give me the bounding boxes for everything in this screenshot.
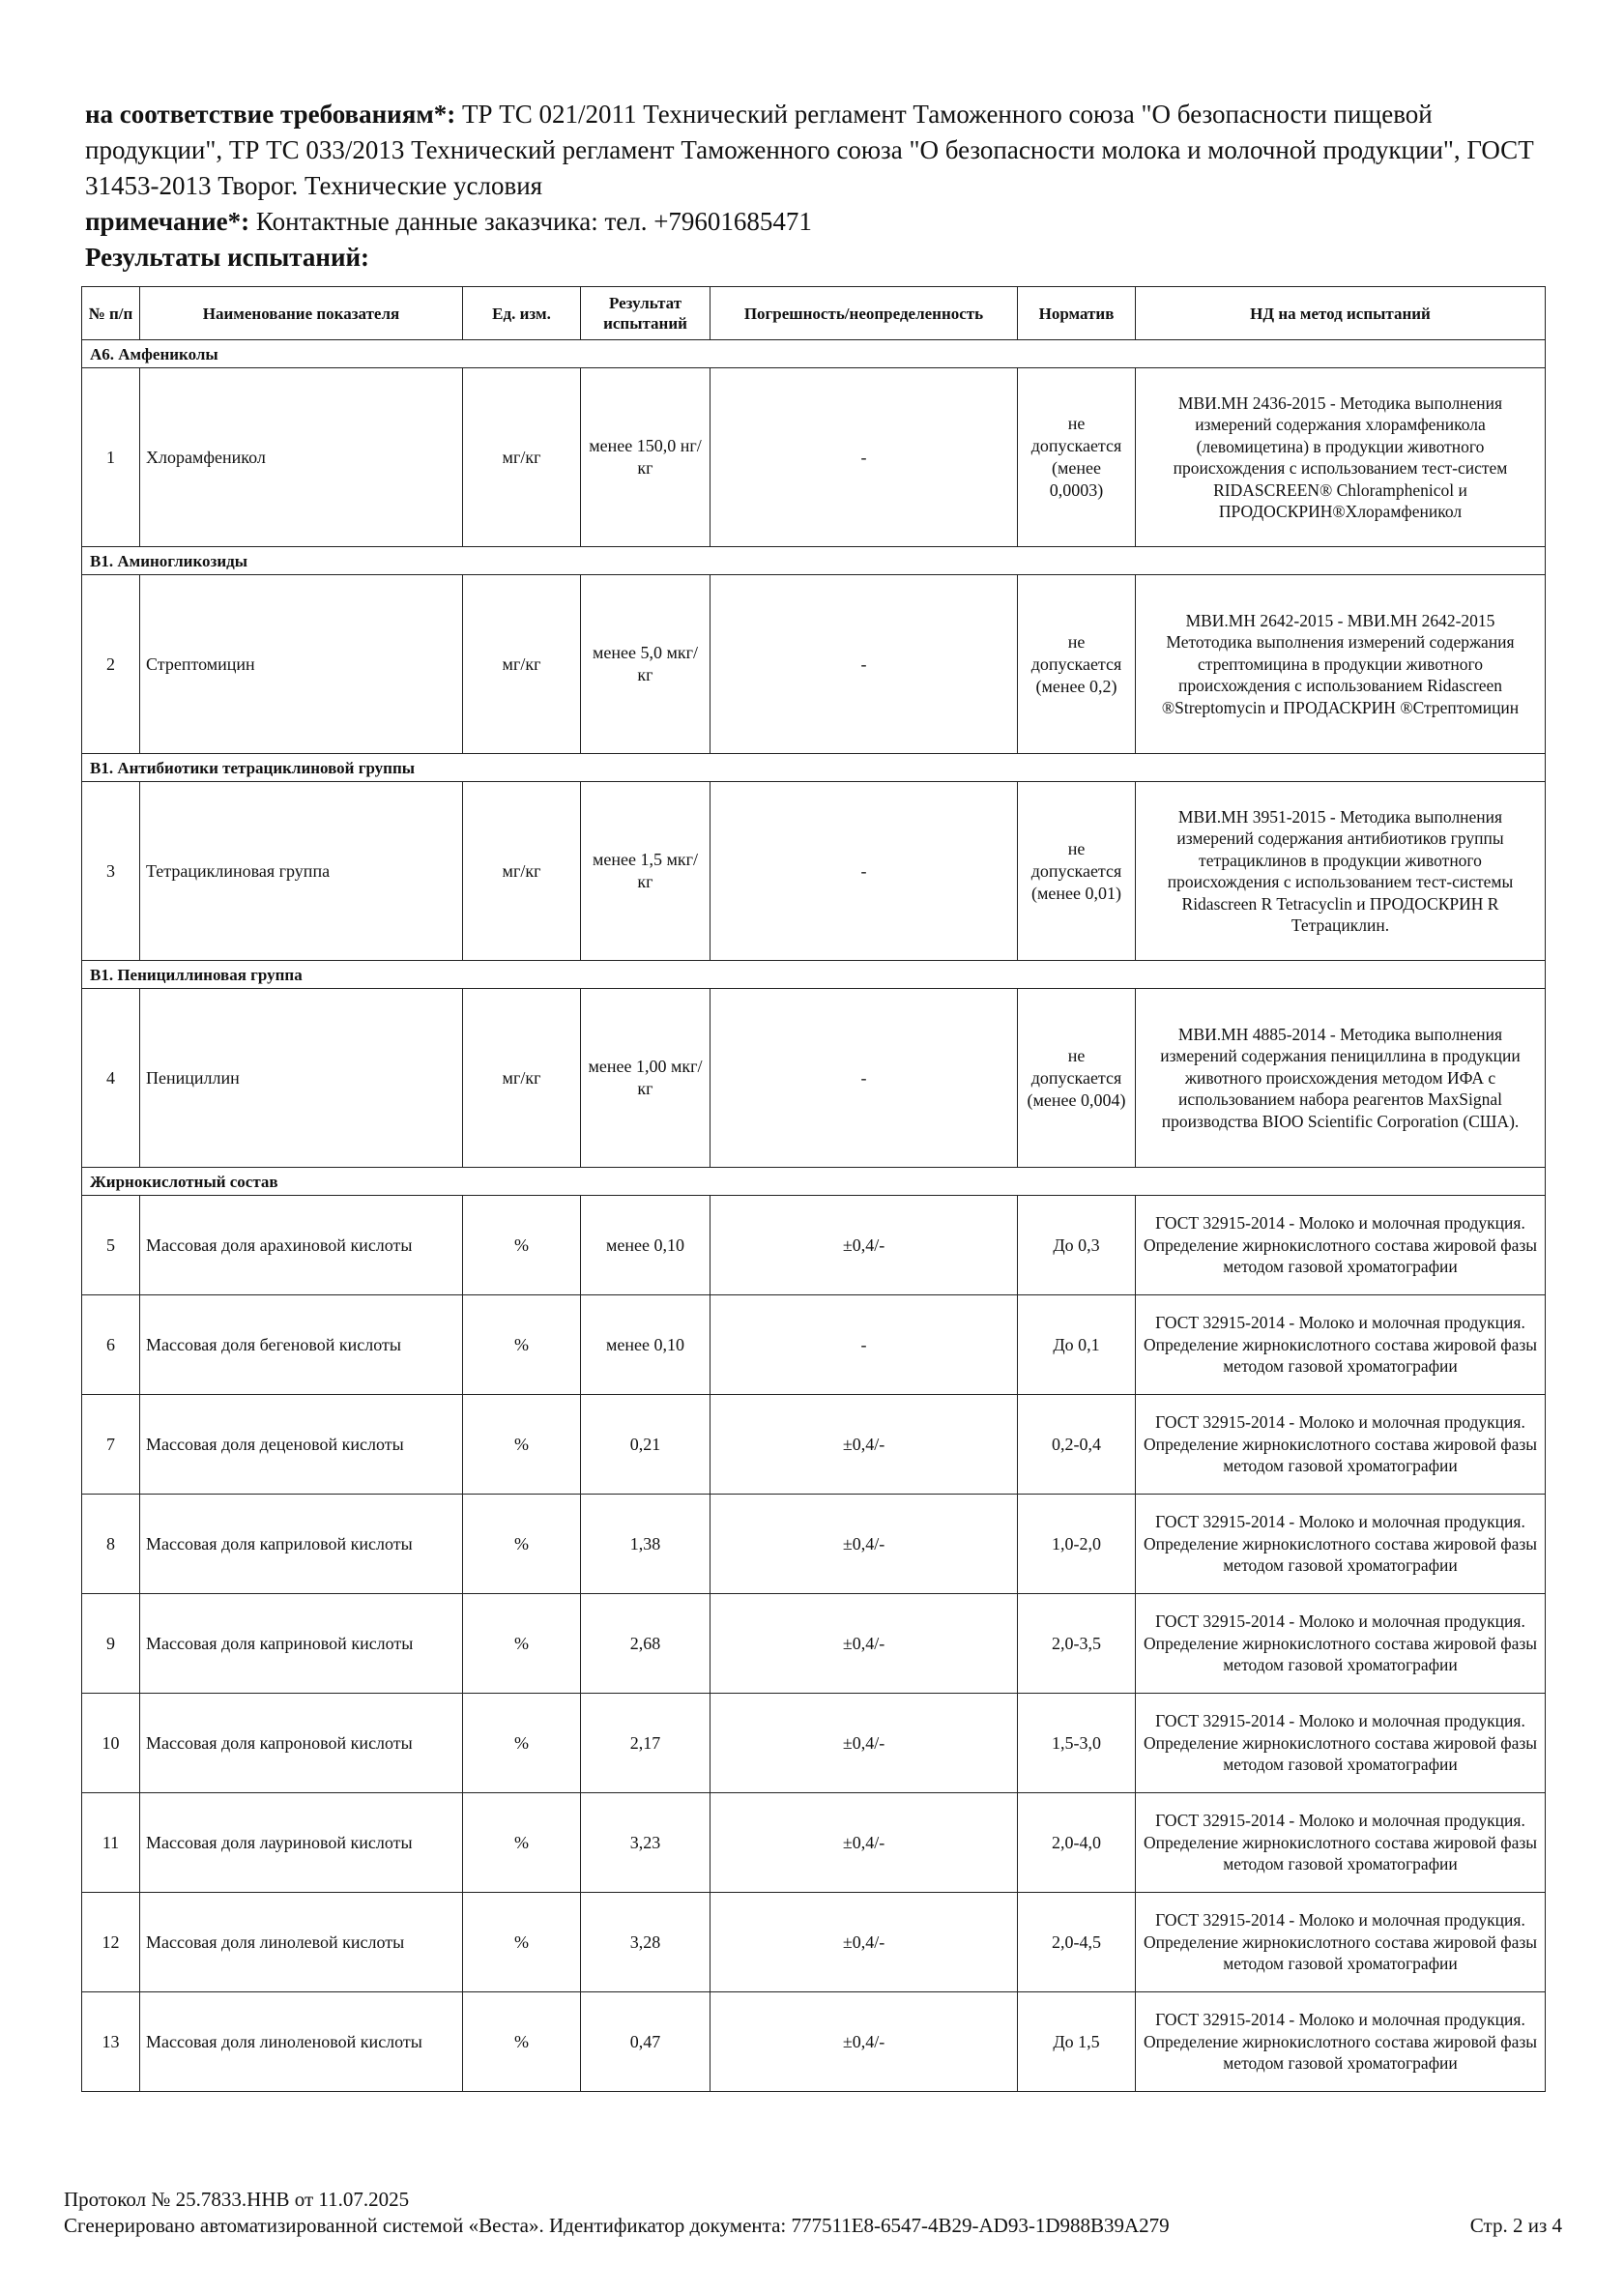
group-row: [82, 961, 1546, 989]
row-result: менее 1,00 мкг/кг: [581, 989, 710, 1168]
col-result-header: Результат испытаний: [581, 287, 710, 340]
row-method: МВИ.МН 2436-2015 - Методика выполнения измерений содержания хлорамфеникола (левомицетина) в продукции животного происхождения с использованием тест-систем RIDASCREEN® Chloramphenicol и ПРОДОСКРИН®Хлорамфеникол: [1136, 368, 1546, 547]
group-title: В1. Антибиотики тетрациклиновой группы: [82, 754, 1546, 782]
row-result: менее 0,10: [581, 1196, 710, 1295]
row-name: Хлорамфеникол: [140, 368, 463, 547]
col-error-header: Погрешность/неопределенность: [710, 287, 1018, 340]
row-unit: %: [463, 1196, 581, 1295]
col-method-header: НД на метод испытаний: [1136, 287, 1546, 340]
row-unit: %: [463, 1893, 581, 1992]
row-name: Массовая доля каприновой кислоты: [140, 1594, 463, 1694]
row-unit: мг/кг: [463, 782, 581, 961]
table-row: [82, 368, 1546, 547]
row-error: ±0,4/-: [710, 1694, 1018, 1793]
conformance-label: на соответствие требованиям*:: [85, 100, 456, 129]
row-error: ±0,4/-: [710, 1495, 1018, 1594]
row-num: 5: [82, 1196, 140, 1295]
row-num: 4: [82, 989, 140, 1168]
row-result: менее 0,10: [581, 1295, 710, 1395]
row-method: ГОСТ 32915-2014 - Молоко и молочная продукция. Определение жирнокислотного состава жировой фазы методом газовой хроматографии: [1136, 1694, 1546, 1793]
row-name: Тетрациклиновая группа: [140, 782, 463, 961]
table-row: [82, 1793, 1546, 1893]
row-error: ±0,4/-: [710, 1992, 1018, 2092]
group-title: Жирнокислотный состав: [82, 1168, 1546, 1196]
row-result: менее 5,0 мкг/кг: [581, 575, 710, 754]
protocol-number: Протокол № 25.7833.ННВ от 11.07.2025: [64, 2188, 410, 2211]
row-name: Массовая доля деценовой кислоты: [140, 1395, 463, 1495]
row-name: Массовая доля линолевой кислоты: [140, 1893, 463, 1992]
row-error: ±0,4/-: [710, 1196, 1018, 1295]
table-row: [82, 1295, 1546, 1395]
row-num: 6: [82, 1295, 140, 1395]
results-table: [81, 286, 1546, 2092]
generated-by: Сгенерировано автоматизированной системой «Веста». Идентификатор документа: 777511E8-6547-4B29-AD93-1D988B39A279: [64, 2214, 1170, 2237]
row-unit: %: [463, 1295, 581, 1395]
note-line: [85, 204, 1545, 240]
group-row: [82, 340, 1546, 368]
row-num: 1: [82, 368, 140, 547]
row-unit: мг/кг: [463, 989, 581, 1168]
row-name: Пенициллин: [140, 989, 463, 1168]
row-unit: мг/кг: [463, 575, 581, 754]
row-num: 9: [82, 1594, 140, 1694]
results-title: Результаты испытаний:: [85, 243, 370, 272]
row-error: ±0,4/-: [710, 1594, 1018, 1694]
row-method: МВИ.МН 2642-2015 - МВИ.МН 2642-2015 Метотодика выполнения измерений содержания стрептомицина в продукции животного происхождения с использованием Ridascreen ®Streptomycin и ПРОДАСКРИН ®Стрептомицин: [1136, 575, 1546, 754]
row-error: ±0,4/-: [710, 1893, 1018, 1992]
row-method: МВИ.МН 4885-2014 - Методика выполнения измерений содержания пенициллина в продукции животного происхождения методом ИФА с использованием набора реагентов MaxSignal производства BIOO Scientific Corporation (США).: [1136, 989, 1546, 1168]
table-row: [82, 1893, 1546, 1992]
row-unit: %: [463, 1793, 581, 1893]
row-norm: До 0,1: [1018, 1295, 1136, 1395]
row-num: 3: [82, 782, 140, 961]
row-result: 0,21: [581, 1395, 710, 1495]
conformance-line: [85, 97, 1545, 204]
row-result: 2,68: [581, 1594, 710, 1694]
row-method: ГОСТ 32915-2014 - Молоко и молочная продукция. Определение жирнокислотного состава жировой фазы методом газовой хроматографии: [1136, 1594, 1546, 1694]
row-norm: 1,5-3,0: [1018, 1694, 1136, 1793]
note-text: Контактные данные заказчика: тел. +79601685471: [255, 207, 812, 236]
row-name: Массовая доля бегеновой кислоты: [140, 1295, 463, 1395]
row-norm: не допускается (менее 0,004): [1018, 989, 1136, 1168]
table-row: [82, 1495, 1546, 1594]
conformance-text: ТР ТС 021/2011 Технический регламент Таможенного союза "О безопасности пищевой продукции", ТР ТС 033/2013 Технический регламент Таможенного союза "О безопасности молока и молочной продукции", ГОСТ 31453-2013 Творог. Технические условия: [85, 100, 1534, 200]
row-result: 0,47: [581, 1992, 710, 2092]
table-row: [82, 782, 1546, 961]
row-name: Массовая доля каприловой кислоты: [140, 1495, 463, 1594]
row-unit: %: [463, 1594, 581, 1694]
row-unit: %: [463, 1395, 581, 1495]
row-name: Массовая доля арахиновой кислоты: [140, 1196, 463, 1295]
row-error: -: [710, 575, 1018, 754]
col-unit-header: Ед. изм.: [463, 287, 581, 340]
row-num: 10: [82, 1694, 140, 1793]
group-row: [82, 1168, 1546, 1196]
row-name: Массовая доля капроновой кислоты: [140, 1694, 463, 1793]
row-method: ГОСТ 32915-2014 - Молоко и молочная продукция. Определение жирнокислотного состава жировой фазы методом газовой хроматографии: [1136, 1992, 1546, 2092]
row-norm: До 1,5: [1018, 1992, 1136, 2092]
row-result: 2,17: [581, 1694, 710, 1793]
row-result: 3,23: [581, 1793, 710, 1893]
row-num: 11: [82, 1793, 140, 1893]
row-name: Массовая доля лауриновой кислоты: [140, 1793, 463, 1893]
table-row: [82, 989, 1546, 1168]
row-norm: не допускается (менее 0,01): [1018, 782, 1136, 961]
row-unit: мг/кг: [463, 368, 581, 547]
row-error: ±0,4/-: [710, 1793, 1018, 1893]
table-row: [82, 1594, 1546, 1694]
row-norm: 1,0-2,0: [1018, 1495, 1136, 1594]
row-method: МВИ.МН 3951-2015 - Методика выполнения измерений содержания антибиотиков группы тетрациклинов в продукции животного происхождения с использованием тест-системы Ridascreen R Tetracyclin и ПРОДОСКРИН R Тетрациклин.: [1136, 782, 1546, 961]
page-number: Стр. 2 из 4: [1469, 2214, 1562, 2237]
row-method: ГОСТ 32915-2014 - Молоко и молочная продукция. Определение жирнокислотного состава жировой фазы методом газовой хроматографии: [1136, 1295, 1546, 1395]
row-unit: %: [463, 1694, 581, 1793]
row-norm: До 0,3: [1018, 1196, 1136, 1295]
group-row: [82, 547, 1546, 575]
table-row: [82, 1694, 1546, 1793]
row-method: ГОСТ 32915-2014 - Молоко и молочная продукция. Определение жирнокислотного состава жировой фазы методом газовой хроматографии: [1136, 1196, 1546, 1295]
row-method: ГОСТ 32915-2014 - Молоко и молочная продукция. Определение жирнокислотного состава жировой фазы методом газовой хроматографии: [1136, 1495, 1546, 1594]
row-num: 7: [82, 1395, 140, 1495]
row-error: -: [710, 1295, 1018, 1395]
group-title: А6. Амфениколы: [82, 340, 1546, 368]
row-norm: не допускается (менее 0,2): [1018, 575, 1136, 754]
row-result: 1,38: [581, 1495, 710, 1594]
document-header: [85, 97, 1545, 276]
row-error: -: [710, 989, 1018, 1168]
row-norm: 2,0-4,5: [1018, 1893, 1136, 1992]
col-name-header: Наименование показателя: [140, 287, 463, 340]
table-row: [82, 1395, 1546, 1495]
row-result: менее 150,0 нг/кг: [581, 368, 710, 547]
row-num: 12: [82, 1893, 140, 1992]
row-result: 3,28: [581, 1893, 710, 1992]
row-error: -: [710, 368, 1018, 547]
col-num-header: № п/п: [82, 287, 140, 340]
row-name: Массовая доля линоленовой кислоты: [140, 1992, 463, 2092]
table-row: [82, 1992, 1546, 2092]
row-method: ГОСТ 32915-2014 - Молоко и молочная продукция. Определение жирнокислотного состава жировой фазы методом газовой хроматографии: [1136, 1793, 1546, 1893]
row-method: ГОСТ 32915-2014 - Молоко и молочная продукция. Определение жирнокислотного состава жировой фазы методом газовой хроматографии: [1136, 1395, 1546, 1495]
row-error: ±0,4/-: [710, 1395, 1018, 1495]
note-label: примечание*:: [85, 207, 250, 236]
row-result: менее 1,5 мкг/кг: [581, 782, 710, 961]
row-error: -: [710, 782, 1018, 961]
row-name: Стрептомицин: [140, 575, 463, 754]
table-row: [82, 1196, 1546, 1295]
row-num: 2: [82, 575, 140, 754]
row-norm: не допускается (менее 0,0003): [1018, 368, 1136, 547]
row-norm: 2,0-3,5: [1018, 1594, 1136, 1694]
row-unit: %: [463, 1495, 581, 1594]
table-header-row: [82, 287, 1546, 340]
row-num: 13: [82, 1992, 140, 2092]
table-row: [82, 575, 1546, 754]
group-title: В1. Аминогликозиды: [82, 547, 1546, 575]
row-norm: 2,0-4,0: [1018, 1793, 1136, 1893]
row-method: ГОСТ 32915-2014 - Молоко и молочная продукция. Определение жирнокислотного состава жировой фазы методом газовой хроматографии: [1136, 1893, 1546, 1992]
group-title: В1. Пенициллиновая группа: [82, 961, 1546, 989]
col-norm-header: Норматив: [1018, 287, 1136, 340]
group-row: [82, 754, 1546, 782]
document-footer: [64, 2187, 1562, 2239]
row-unit: %: [463, 1992, 581, 2092]
row-norm: 0,2-0,4: [1018, 1395, 1136, 1495]
row-num: 8: [82, 1495, 140, 1594]
